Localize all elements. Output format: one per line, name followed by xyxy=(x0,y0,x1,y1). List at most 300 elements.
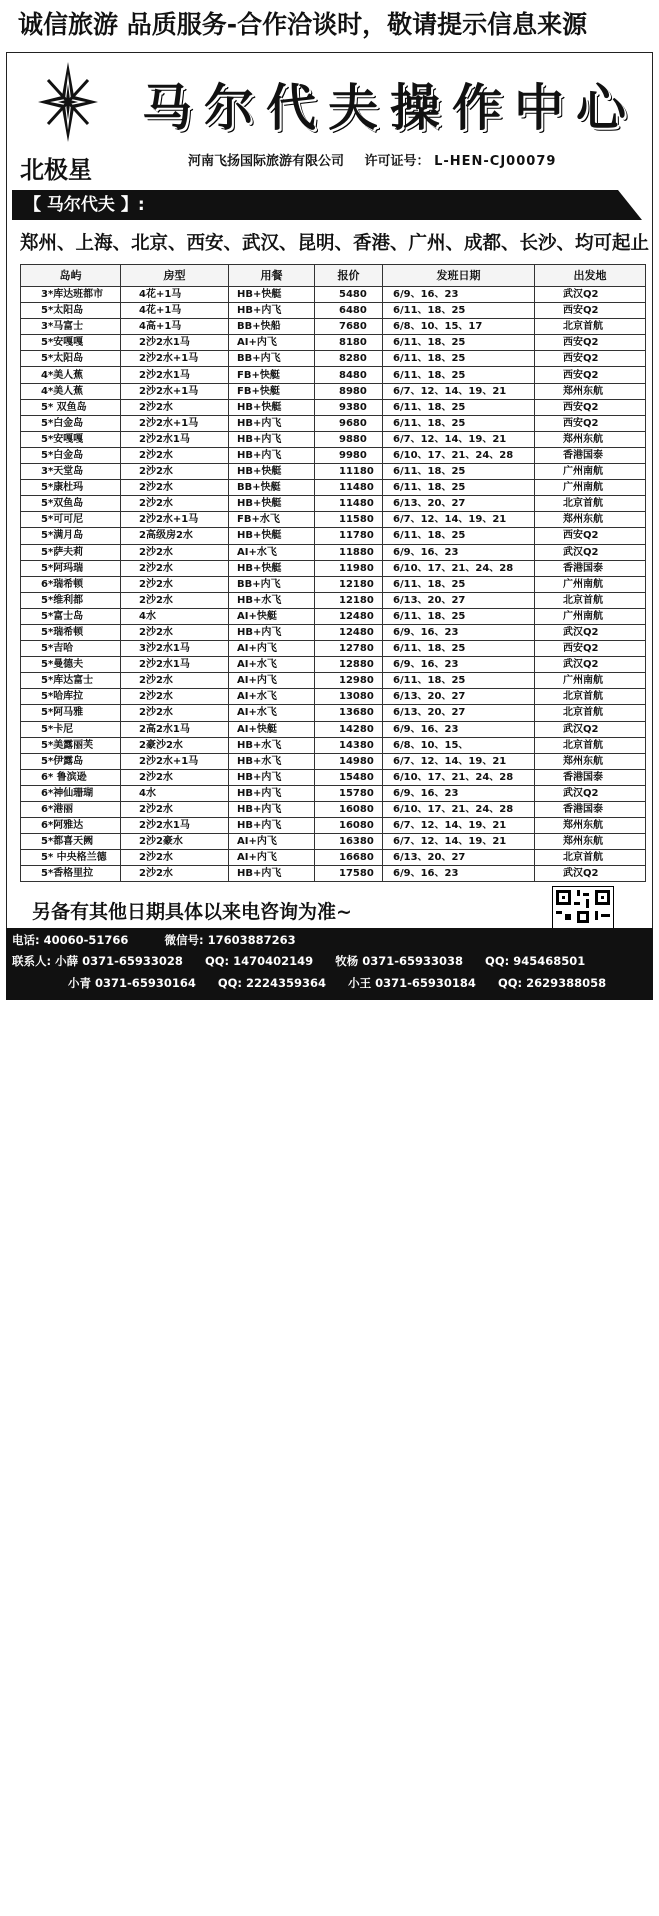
cell-island: 5*富士岛 xyxy=(21,608,121,624)
cell-island: 5*安嘎嘎 xyxy=(21,431,121,447)
cell-meal: HB+内飞 xyxy=(229,802,315,818)
cell-island: 5*瑞希顿 xyxy=(21,624,121,640)
cell-dates: 6/10、17、21、24、28 xyxy=(383,802,535,818)
cell-dates: 6/9、16、23 xyxy=(383,866,535,882)
cell-departure: 郑州东航 xyxy=(535,753,646,769)
contact-3-qq: 2224359364 xyxy=(246,976,327,990)
cell-price: 11480 xyxy=(315,496,383,512)
cell-meal: AI+快艇 xyxy=(229,721,315,737)
brand-logo xyxy=(20,62,116,184)
cell-meal: HB+内飞 xyxy=(229,624,315,640)
cell-meal: HB+内飞 xyxy=(229,785,315,801)
cell-meal: HB+水飞 xyxy=(229,592,315,608)
cell-dates: 6/10、17、21、24、28 xyxy=(383,447,535,463)
table-row xyxy=(21,866,646,882)
cell-meal: AI+内飞 xyxy=(229,673,315,689)
table-row xyxy=(21,528,646,544)
cell-departure: 北京首航 xyxy=(535,705,646,721)
cell-island: 5*卡尼 xyxy=(21,721,121,737)
footer-note: 另备有其他日期具体以来电咨询为准~ xyxy=(32,901,352,923)
cell-price: 11180 xyxy=(315,464,383,480)
cell-room: 2沙2水 xyxy=(121,447,229,463)
cell-price: 6480 xyxy=(315,303,383,319)
cell-meal: AI+内飞 xyxy=(229,834,315,850)
cell-departure: 广州南航 xyxy=(535,480,646,496)
table-row xyxy=(21,335,646,351)
table-row xyxy=(21,769,646,785)
cell-departure: 北京首航 xyxy=(535,319,646,335)
price-table xyxy=(20,264,646,882)
cell-dates: 6/10、17、21、24、28 xyxy=(383,769,535,785)
cell-island: 5*都喜天阙 xyxy=(21,834,121,850)
cell-room: 2沙2水1马 xyxy=(121,335,229,351)
cell-dates: 6/11、18、25 xyxy=(383,576,535,592)
cell-dates: 6/8、10、15、 xyxy=(383,737,535,753)
cell-departure: 西安Q2 xyxy=(535,335,646,351)
cell-room: 2沙2水 xyxy=(121,705,229,721)
contact-4-phone: 0371-65930184 xyxy=(375,976,476,990)
cell-dates: 6/11、18、25 xyxy=(383,641,535,657)
cell-departure: 武汉Q2 xyxy=(535,721,646,737)
table-row xyxy=(21,818,646,834)
wechat-label: 微信号: xyxy=(164,933,204,947)
cell-departure: 北京首航 xyxy=(535,496,646,512)
header-island: 岛屿 xyxy=(21,265,121,287)
cell-departure: 西安Q2 xyxy=(535,415,646,431)
cell-meal: AI+水飞 xyxy=(229,657,315,673)
contact-2-qq: 945468501 xyxy=(513,954,586,968)
qr-account-value: 71018 xyxy=(601,1894,631,1904)
cell-island: 5*曼德夫 xyxy=(21,657,121,673)
header-price: 报价 xyxy=(315,265,383,287)
cell-dates: 6/9、16、23 xyxy=(383,785,535,801)
table-body xyxy=(21,287,646,882)
table-row xyxy=(21,576,646,592)
cell-price: 13680 xyxy=(315,705,383,721)
cell-price: 9380 xyxy=(315,399,383,415)
cell-island: 5*阿马雅 xyxy=(21,705,121,721)
header-dates: 发班日期 xyxy=(383,265,535,287)
cell-dates: 6/13、20、27 xyxy=(383,705,535,721)
cell-departure: 西安Q2 xyxy=(535,303,646,319)
table-row xyxy=(21,480,646,496)
table-row xyxy=(21,705,646,721)
cell-island: 3*马富士 xyxy=(21,319,121,335)
cell-price: 13080 xyxy=(315,689,383,705)
cell-dates: 6/13、20、27 xyxy=(383,496,535,512)
cell-room: 2高级房2水 xyxy=(121,528,229,544)
cell-departure: 郑州东航 xyxy=(535,818,646,834)
table-row xyxy=(21,464,646,480)
cell-island: 4*美人蕉 xyxy=(21,383,121,399)
cell-island: 5*香格里拉 xyxy=(21,866,121,882)
price-table-wrap xyxy=(20,264,645,882)
cell-meal: HB+水飞 xyxy=(229,737,315,753)
header-room: 房型 xyxy=(121,265,229,287)
cell-room: 4水 xyxy=(121,785,229,801)
cell-departure: 西安Q2 xyxy=(535,641,646,657)
cell-room: 2沙2水 xyxy=(121,850,229,866)
cell-meal: HB+内飞 xyxy=(229,769,315,785)
contact-1-phone: 0371-65933028 xyxy=(82,954,183,968)
table-row xyxy=(21,608,646,624)
table-row xyxy=(21,512,646,528)
cell-meal: FB+水飞 xyxy=(229,512,315,528)
table-row xyxy=(21,753,646,769)
table-row xyxy=(21,737,646,753)
header-meal: 用餐 xyxy=(229,265,315,287)
table-row xyxy=(21,673,646,689)
cell-price: 14280 xyxy=(315,721,383,737)
cell-departure: 广州南航 xyxy=(535,576,646,592)
cell-departure: 武汉Q2 xyxy=(535,287,646,303)
cell-room: 2沙2水 xyxy=(121,464,229,480)
contact-row-2 xyxy=(12,975,606,991)
contact-1-qq: 1470402149 xyxy=(233,954,314,968)
cell-island: 5*太阳岛 xyxy=(21,303,121,319)
cell-room: 2沙2水 xyxy=(121,399,229,415)
cell-room: 2沙2水 xyxy=(121,689,229,705)
cell-meal: AI+水飞 xyxy=(229,689,315,705)
cell-room: 2沙2水 xyxy=(121,496,229,512)
cell-meal: FB+快艇 xyxy=(229,367,315,383)
cell-island: 3*库达班都市 xyxy=(21,287,121,303)
company-name: 河南飞扬国际旅游有限公司 xyxy=(188,154,345,169)
cell-meal: AI+水飞 xyxy=(229,544,315,560)
cell-price: 16380 xyxy=(315,834,383,850)
north-star-icon xyxy=(38,62,98,142)
cell-price: 12780 xyxy=(315,641,383,657)
cell-dates: 6/9、16、23 xyxy=(383,657,535,673)
cell-island: 4*美人蕉 xyxy=(21,367,121,383)
cell-dates: 6/7、12、14、19、21 xyxy=(383,383,535,399)
cell-island: 6*港丽 xyxy=(21,802,121,818)
cell-dates: 6/7、12、14、19、21 xyxy=(383,753,535,769)
cell-meal: AI+内飞 xyxy=(229,335,315,351)
cell-room: 2沙2水1马 xyxy=(121,818,229,834)
cell-dates: 6/10、17、21、24、28 xyxy=(383,560,535,576)
cell-dates: 6/13、20、27 xyxy=(383,850,535,866)
cell-departure: 郑州东航 xyxy=(535,383,646,399)
table-row xyxy=(21,496,646,512)
wechat-id: 17603887263 xyxy=(207,933,296,947)
cell-island: 5*美露丽芙 xyxy=(21,737,121,753)
cell-meal: AI+水飞 xyxy=(229,705,315,721)
cell-departure: 武汉Q2 xyxy=(535,785,646,801)
cell-meal: HB+内飞 xyxy=(229,818,315,834)
contact-1-name: 小薛 xyxy=(55,954,79,968)
cell-departure: 西安Q2 xyxy=(535,528,646,544)
cell-departure: 香港国泰 xyxy=(535,802,646,818)
table-row xyxy=(21,624,646,640)
table-row xyxy=(21,802,646,818)
cell-departure: 郑州东航 xyxy=(535,431,646,447)
section-label: 【 马尔代夫 】: xyxy=(24,195,145,215)
table-row xyxy=(21,721,646,737)
table-row xyxy=(21,834,646,850)
cell-island: 5*维利都 xyxy=(21,592,121,608)
cell-island: 5*安嘎嘎 xyxy=(21,335,121,351)
contact-1-qq-label: QQ: xyxy=(204,954,230,968)
contact-footer xyxy=(6,928,653,1915)
table-row xyxy=(21,367,646,383)
cell-room: 2沙2水 xyxy=(121,866,229,882)
cell-island: 5*库达富士 xyxy=(21,673,121,689)
cell-meal: HB+水飞 xyxy=(229,753,315,769)
cell-dates: 6/7、12、14、19、21 xyxy=(383,431,535,447)
cell-dates: 6/11、18、25 xyxy=(383,415,535,431)
cell-island: 5*满月岛 xyxy=(21,528,121,544)
contact-4-qq-label: QQ: xyxy=(497,976,523,990)
cell-price: 12880 xyxy=(315,657,383,673)
cell-price: 8480 xyxy=(315,367,383,383)
cell-price: 12980 xyxy=(315,673,383,689)
contacts-label: 联系人: xyxy=(12,954,52,968)
table-row xyxy=(21,383,646,399)
cell-departure: 北京首航 xyxy=(535,592,646,608)
cell-price: 11980 xyxy=(315,560,383,576)
cell-meal: BB+内飞 xyxy=(229,351,315,367)
qr-account xyxy=(578,1894,631,1905)
cell-island: 5* 双鱼岛 xyxy=(21,399,121,415)
cell-meal: HB+快艇 xyxy=(229,528,315,544)
cell-meal: AI+内飞 xyxy=(229,850,315,866)
cell-departure: 香港国泰 xyxy=(535,447,646,463)
cell-island: 6*瑞希顿 xyxy=(21,576,121,592)
cell-dates: 6/11、18、25 xyxy=(383,480,535,496)
qr-caption xyxy=(578,1894,631,1916)
cell-departure: 郑州东航 xyxy=(535,512,646,528)
phone-label: 电话: xyxy=(12,933,40,947)
table-row xyxy=(21,850,646,866)
cell-departure: 北京首航 xyxy=(535,689,646,705)
cell-meal: HB+内飞 xyxy=(229,447,315,463)
cell-dates: 6/9、16、23 xyxy=(383,544,535,560)
table-row xyxy=(21,415,646,431)
cell-meal: HB+内飞 xyxy=(229,415,315,431)
cell-dates: 6/11、18、25 xyxy=(383,528,535,544)
cell-price: 8280 xyxy=(315,351,383,367)
company-line xyxy=(188,150,628,169)
table-row xyxy=(21,447,646,463)
table-row xyxy=(21,303,646,319)
cell-room: 2沙2水 xyxy=(121,560,229,576)
cell-dates: 6/11、18、25 xyxy=(383,464,535,480)
table-header-row xyxy=(21,265,646,287)
cell-meal: BB+快船 xyxy=(229,319,315,335)
cell-room: 2沙2水1马 xyxy=(121,657,229,673)
cell-price: 9880 xyxy=(315,431,383,447)
cell-meal: HB+快艇 xyxy=(229,464,315,480)
cell-dates: 6/11、18、25 xyxy=(383,399,535,415)
departure-cities: 郑州、上海、北京、西安、武汉、昆明、香港、广州、成都、长沙、均可起止 xyxy=(20,233,650,254)
cell-departure: 西安Q2 xyxy=(535,367,646,383)
cell-departure: 香港国泰 xyxy=(535,769,646,785)
table-row xyxy=(21,351,646,367)
cell-room: 2沙2水+1马 xyxy=(121,383,229,399)
cell-island: 5*白金岛 xyxy=(21,415,121,431)
cell-island: 6*阿雅达 xyxy=(21,818,121,834)
cell-price: 12480 xyxy=(315,624,383,640)
contact-3-qq-label: QQ: xyxy=(217,976,243,990)
cell-room: 2豪沙2水 xyxy=(121,737,229,753)
cell-dates: 6/13、20、27 xyxy=(383,689,535,705)
contact-3-phone: 0371-65930164 xyxy=(95,976,196,990)
cell-island: 5*伊露岛 xyxy=(21,753,121,769)
cell-departure: 广州南航 xyxy=(535,464,646,480)
cell-meal: BB+快艇 xyxy=(229,480,315,496)
cell-room: 2沙2水+1马 xyxy=(121,351,229,367)
table-row xyxy=(21,287,646,303)
cell-meal: HB+快艇 xyxy=(229,560,315,576)
table-row xyxy=(21,689,646,705)
cell-island: 5*萨夫莉 xyxy=(21,544,121,560)
cell-price: 16080 xyxy=(315,802,383,818)
cell-price: 8980 xyxy=(315,383,383,399)
cell-room: 4水 xyxy=(121,608,229,624)
contact-row-phone xyxy=(12,932,296,948)
cell-price: 5480 xyxy=(315,287,383,303)
table-row xyxy=(21,592,646,608)
cell-price: 11880 xyxy=(315,544,383,560)
cell-island: 5*可可尼 xyxy=(21,512,121,528)
table-row xyxy=(21,560,646,576)
cell-island: 5*康杜玛 xyxy=(21,480,121,496)
table-row xyxy=(21,785,646,801)
cell-price: 9980 xyxy=(315,447,383,463)
cell-departure: 广州南航 xyxy=(535,608,646,624)
cell-dates: 6/11、18、25 xyxy=(383,303,535,319)
cell-dates: 6/13、20、27 xyxy=(383,592,535,608)
cell-room: 2沙2水+1马 xyxy=(121,415,229,431)
phone-number: 40060-51766 xyxy=(43,933,129,947)
cell-island: 6* 鲁滨逊 xyxy=(21,769,121,785)
cell-room: 2沙2水 xyxy=(121,592,229,608)
cell-dates: 6/11、18、25 xyxy=(383,608,535,624)
cell-price: 14980 xyxy=(315,753,383,769)
table-row xyxy=(21,399,646,415)
cell-departure: 武汉Q2 xyxy=(535,866,646,882)
page-title: 马尔代夫操作中心 xyxy=(142,78,638,137)
cell-price: 16680 xyxy=(315,850,383,866)
table-row xyxy=(21,657,646,673)
contact-4-qq: 2629388058 xyxy=(526,976,607,990)
cell-meal: HB+快艇 xyxy=(229,496,315,512)
cell-room: 2沙2水 xyxy=(121,769,229,785)
cell-dates: 6/11、18、25 xyxy=(383,367,535,383)
cell-meal: HB+内飞 xyxy=(229,431,315,447)
cell-dates: 6/9、16、23 xyxy=(383,721,535,737)
cell-room: 4花+1马 xyxy=(121,287,229,303)
cell-room: 2沙2水1马 xyxy=(121,431,229,447)
contact-2-qq-label: QQ: xyxy=(485,954,510,968)
cell-departure: 广州南航 xyxy=(535,673,646,689)
cell-departure: 武汉Q2 xyxy=(535,657,646,673)
cell-room: 2沙2水 xyxy=(121,480,229,496)
cell-meal: AI+内飞 xyxy=(229,641,315,657)
contact-3-name: 小青 xyxy=(68,976,92,990)
cell-island: 3*天堂岛 xyxy=(21,464,121,480)
cell-room: 2沙2豪水 xyxy=(121,834,229,850)
cell-island: 6*神仙珊瑚 xyxy=(21,785,121,801)
qr-account-label: 帐号: xyxy=(578,1894,599,1904)
cell-departure: 北京首航 xyxy=(535,850,646,866)
top-banner: 诚信旅游 品质服务-合作洽谈时，敬请提示信息来源 xyxy=(0,0,659,50)
cell-meal: AI+快艇 xyxy=(229,608,315,624)
cell-island: 5* 中央格兰德 xyxy=(21,850,121,866)
contact-2-phone: 0371-65933038 xyxy=(362,954,464,968)
cell-price: 16080 xyxy=(315,818,383,834)
cell-price: 11480 xyxy=(315,480,383,496)
cell-island: 5*双鱼岛 xyxy=(21,496,121,512)
cell-room: 2沙2水+1马 xyxy=(121,753,229,769)
cell-departure: 郑州东航 xyxy=(535,834,646,850)
cell-room: 2沙2水 xyxy=(121,544,229,560)
contact-row-1 xyxy=(12,953,585,969)
cell-price: 14380 xyxy=(315,737,383,753)
cell-room: 2沙2水1马 xyxy=(121,367,229,383)
cell-price: 15780 xyxy=(315,785,383,801)
cell-room: 4高+1马 xyxy=(121,319,229,335)
cell-dates: 6/8、10、15、17 xyxy=(383,319,535,335)
license-label: 许可证号： xyxy=(364,154,430,169)
qr-password-value: 11111 xyxy=(601,1905,631,1915)
cell-dates: 6/7、12、14、19、21 xyxy=(383,818,535,834)
cell-room: 2沙2水 xyxy=(121,802,229,818)
qr-password-label: 密码: xyxy=(578,1905,599,1915)
cell-room: 2沙2水 xyxy=(121,624,229,640)
cell-price: 17580 xyxy=(315,866,383,882)
cell-dates: 6/9、16、23 xyxy=(383,287,535,303)
cell-departure: 北京首航 xyxy=(535,737,646,753)
cell-room: 2沙2水 xyxy=(121,576,229,592)
contact-4-name: 小王 xyxy=(348,976,372,990)
cell-price: 12180 xyxy=(315,592,383,608)
cell-island: 5*哈库拉 xyxy=(21,689,121,705)
cell-island: 5*白金岛 xyxy=(21,447,121,463)
cell-price: 11780 xyxy=(315,528,383,544)
cell-dates: 6/11、18、25 xyxy=(383,335,535,351)
cell-meal: BB+内飞 xyxy=(229,576,315,592)
cell-island: 5*太阳岛 xyxy=(21,351,121,367)
cell-dates: 6/11、18、25 xyxy=(383,351,535,367)
cell-price: 12480 xyxy=(315,608,383,624)
cell-price: 11580 xyxy=(315,512,383,528)
cell-room: 2沙2水 xyxy=(121,673,229,689)
cell-meal: FB+快艇 xyxy=(229,383,315,399)
cell-departure: 武汉Q2 xyxy=(535,624,646,640)
cell-dates: 6/9、16、23 xyxy=(383,624,535,640)
cell-departure: 西安Q2 xyxy=(535,399,646,415)
cell-meal: HB+快艇 xyxy=(229,399,315,415)
cell-price: 9680 xyxy=(315,415,383,431)
cell-price: 7680 xyxy=(315,319,383,335)
cell-price: 8180 xyxy=(315,335,383,351)
header-departure: 出发地 xyxy=(535,265,646,287)
cell-meal: HB+快艇 xyxy=(229,287,315,303)
logo-name: 北极星 xyxy=(20,156,92,184)
cell-dates: 6/7、12、14、19、21 xyxy=(383,512,535,528)
table-row xyxy=(21,319,646,335)
cell-dates: 6/11、18、25 xyxy=(383,673,535,689)
cell-price: 15480 xyxy=(315,769,383,785)
cell-meal: HB+内飞 xyxy=(229,866,315,882)
cell-room: 2高2水1马 xyxy=(121,721,229,737)
section-bar xyxy=(12,190,642,220)
license-number: L-HEN-CJ00079 xyxy=(434,154,557,169)
cell-departure: 香港国泰 xyxy=(535,560,646,576)
cell-island: 5*吉哈 xyxy=(21,641,121,657)
